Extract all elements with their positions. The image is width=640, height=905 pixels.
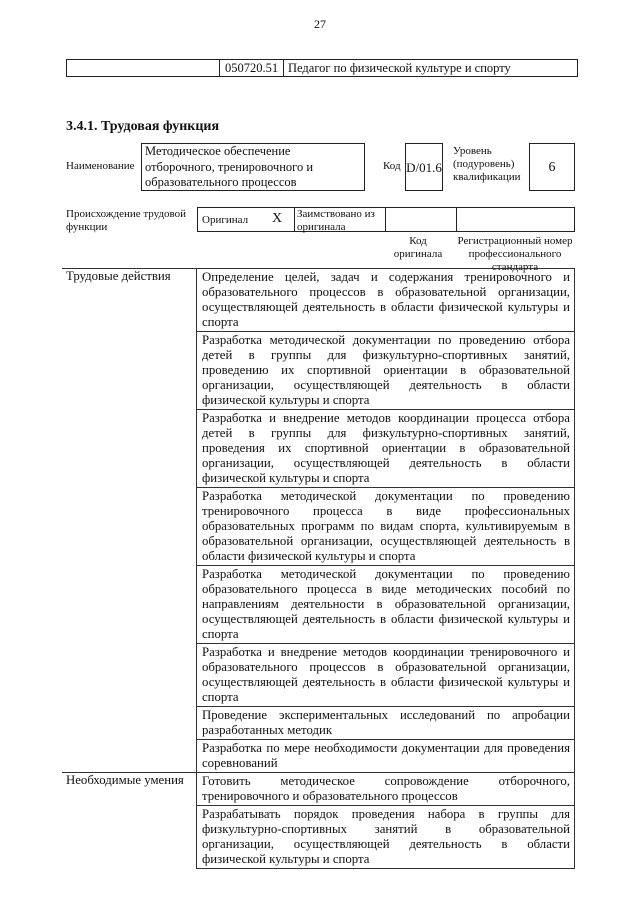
section-label: Трудовые действия xyxy=(62,269,197,773)
list-item: Готовить методическое сопровождение отборочного, тренировочного и образовательного процессов xyxy=(197,773,575,806)
profession-code: 050720.51 xyxy=(220,60,284,76)
list-item: Определение целей, задач и содержания тренировочного и образовательного процессов в образовательной организации, осуществляющей деятельность в области физической культуры и спорта xyxy=(197,269,575,332)
profession-name: Педагог по физической культуре и спорту xyxy=(288,61,511,75)
function-table xyxy=(62,268,575,869)
page-number: 27 xyxy=(314,17,326,31)
profession-header xyxy=(66,59,578,77)
code-original-caption: Код оригинала xyxy=(393,235,443,260)
reg-number-cell xyxy=(457,208,574,231)
list-item: Разработка и внедрение методов координации тренировочного и образовательного процессов в образовательной организации, осуществляющей деятельность в области физической культуры и спорта xyxy=(197,644,575,707)
header-blank-cell xyxy=(67,60,220,76)
list-item: Разработка и внедрение методов координации процесса отбора детей в группы для физкультурно-спортивных занятий, проведения их спортивной ориентации в образовательной организации, осуществляющей деятельность в области физической культуры и спорта xyxy=(197,410,575,488)
list-item: Разработка методической документации по проведению тренировочного процесса в виде профессиональных образовательных программ по видам спорта, культивируемым в образовательной организации, осуществляющей деятельность в области физической культуры и спорта xyxy=(197,488,575,566)
code-original-cell xyxy=(386,208,457,231)
list-item: Разработка методической документации по проведению отбора детей в группы для физкультурно-спортивных занятий, проведению их спортивной ориентации в образовательной организации, осуществляющей деятельность в области физической культуры и спорта xyxy=(197,332,575,410)
function-code: D/01.6 xyxy=(405,143,443,191)
level-label: Уровень (подуровень) квалификации xyxy=(453,145,521,183)
qualification-level: 6 xyxy=(529,143,575,191)
list-item: Проведение экспериментальных исследований по апробации разработанных методик xyxy=(197,707,575,740)
table-row xyxy=(62,269,575,332)
section-title: 3.4.1. Трудовая функция xyxy=(66,119,220,134)
table-row xyxy=(62,773,575,806)
list-item: Разработка методической документации по проведению образовательного процесса в виде методических пособий по направлениям деятельности в образовательной организации, осуществляющей деятельность в области физической культуры и спорта xyxy=(197,566,575,644)
section-label: Необходимые умения xyxy=(62,773,197,869)
reg-number-caption: Регистрационный номер профессионального стандарта xyxy=(457,235,573,273)
origin-label: Происхождение трудовой функции xyxy=(66,208,187,233)
borrowed-label: Заимствовано из оригинала xyxy=(295,208,386,231)
original-cell xyxy=(198,208,295,231)
code-label: Код xyxy=(383,160,401,172)
function-name: Методическое обеспечение отборочного, тренировочного и образовательного процессов xyxy=(141,143,365,191)
list-item: Разработка по мере необходимости документации для проведения соревнований xyxy=(197,740,575,773)
original-label: Оригинал xyxy=(202,214,249,226)
list-item: Разрабатывать порядок проведения набора в группы для физкультурно-спортивных занятий в образовательной организации, осуществляющей деятельность в области физической культуры и спорта xyxy=(197,806,575,869)
original-mark: X xyxy=(272,211,283,226)
origin-table xyxy=(197,207,575,232)
name-label: Наименование xyxy=(66,160,135,172)
